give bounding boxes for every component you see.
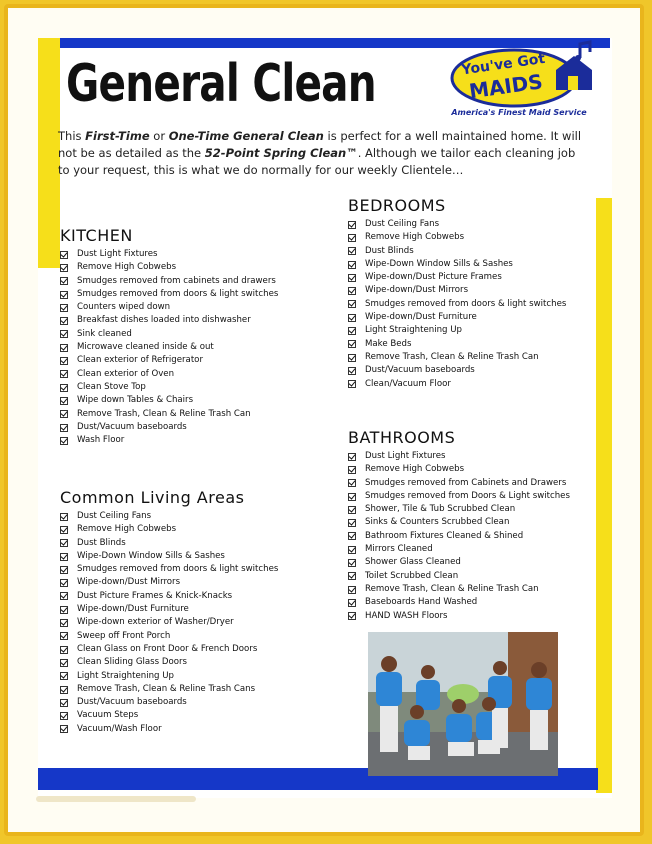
checklist-item-label: Dust Ceiling Fans	[77, 511, 152, 521]
checklist-item	[60, 563, 278, 576]
checklist-item	[60, 656, 278, 669]
checklist-item-label: Light Straightening Up	[77, 670, 174, 681]
checklist-item	[60, 301, 278, 314]
checkbox-checked-icon	[348, 572, 356, 580]
intro-paragraph: This First-Time or One-Time General Clean is perfect for a well maintained home. It will not be as detailed as the 52-Point Spring Clean™. Although we tailor each cleaning job to your request, this is what we do normally for our weekly Clientele…	[58, 129, 582, 177]
left-yellow-bar	[38, 38, 60, 268]
checklist-item	[348, 271, 566, 284]
checkbox-checked-icon	[60, 672, 68, 680]
bedrooms-list	[348, 218, 566, 391]
checkbox-checked-icon	[348, 380, 356, 388]
checkbox-checked-icon	[60, 264, 68, 272]
checkbox-checked-icon	[60, 291, 68, 299]
checklist-item	[348, 231, 566, 244]
checkbox-checked-icon	[348, 274, 356, 282]
checklist-item-label: Smudges removed from Doors & Light switches	[365, 490, 570, 501]
checklist-item-label: Vacuum/Wash Floor	[77, 723, 162, 734]
checkbox-checked-icon	[348, 453, 356, 461]
checklist-item	[348, 218, 566, 231]
checkbox-checked-icon	[60, 712, 68, 720]
checklist-item-label: Smudges removed from Cabinets and Drawers	[365, 477, 567, 488]
checklist-item-label: Clean Sliding Glass Doors	[77, 657, 187, 668]
checkbox-checked-icon	[348, 519, 356, 527]
right-yellow-bar	[596, 198, 612, 793]
checklist-item-label: Vacuum Steps	[77, 710, 139, 721]
checkbox-checked-icon	[60, 632, 68, 640]
checklist-item	[348, 596, 570, 609]
checkbox-checked-icon	[348, 327, 356, 335]
checkbox-checked-icon	[60, 424, 68, 432]
checklist-item	[348, 463, 570, 476]
checklist-item	[348, 450, 570, 463]
bathrooms-heading: BATHROOMS	[348, 428, 456, 447]
checklist-item-label: Remove Trash, Clean & Reline Trash Cans	[77, 683, 256, 694]
checklist-item	[60, 354, 278, 367]
living-heading: Common Living Areas	[60, 488, 245, 507]
checklist-item-label: Clean Stove Top	[77, 381, 146, 392]
checklist-item	[60, 630, 278, 643]
checklist-item-label: Remove Trash, Clean & Reline Trash Can	[77, 408, 251, 419]
checklist-item	[348, 311, 566, 324]
checklist-item-label: Remove Trash, Clean & Reline Trash Can	[365, 351, 539, 362]
checklist-item-label: Smudges removed from doors & light switches	[365, 298, 567, 309]
footer-smudge	[36, 796, 196, 802]
checkbox-checked-icon	[348, 599, 356, 607]
checklist-item	[348, 610, 570, 623]
checkbox-checked-icon	[60, 437, 68, 445]
checklist-item-label: Make Beds	[365, 338, 412, 349]
kitchen-heading: KITCHEN	[60, 226, 133, 245]
checklist-item	[60, 421, 278, 434]
living-list	[60, 510, 278, 736]
checklist-item	[348, 583, 570, 596]
checklist-item	[60, 275, 278, 288]
checkbox-checked-icon	[348, 261, 356, 269]
checklist-item-label: Sinks & Counters Scrubbed Clean	[365, 517, 510, 528]
checkbox-checked-icon	[348, 367, 356, 375]
checklist-item	[60, 603, 278, 616]
checklist-item-label: Clean Glass on Front Door & French Doors	[77, 643, 258, 654]
checklist-item-label: Wash Floor	[77, 435, 125, 446]
checklist-item	[348, 477, 570, 490]
checklist-item-label: Dust Light Fixtures	[77, 249, 158, 259]
page-title: General Clean	[66, 54, 376, 114]
checkbox-checked-icon	[60, 384, 68, 392]
logo-graphic	[444, 40, 604, 110]
checklist-item	[60, 550, 278, 563]
checklist-item-label: Dust/Vacuum baseboards	[77, 421, 187, 432]
checklist-item-label: Smudges removed from cabinets and drawers	[77, 275, 276, 286]
kitchen-list	[60, 248, 278, 447]
checkbox-checked-icon	[60, 539, 68, 547]
checkbox-checked-icon	[60, 526, 68, 534]
living-section	[60, 488, 278, 736]
checkbox-checked-icon	[348, 612, 356, 620]
checklist-item-label: Light Straightening Up	[365, 325, 462, 336]
checkbox-checked-icon	[60, 330, 68, 338]
checklist-item	[348, 338, 566, 351]
checkbox-checked-icon	[348, 300, 356, 308]
checkbox-checked-icon	[348, 586, 356, 594]
checklist-item	[60, 590, 278, 603]
checkbox-checked-icon	[60, 370, 68, 378]
checklist-item-label: Dust/Vacuum baseboards	[77, 697, 187, 708]
checklist-item	[348, 530, 570, 543]
checklist-item	[60, 288, 278, 301]
checklist-item-label: HAND WASH Floors	[365, 610, 448, 621]
checkbox-checked-icon	[60, 725, 68, 733]
checkbox-checked-icon	[348, 247, 356, 255]
checklist-item	[348, 258, 566, 271]
checklist-item-label: Wipe-Down Window Sills & Sashes	[365, 258, 513, 269]
checklist-item	[60, 368, 278, 381]
checklist-item	[60, 709, 278, 722]
checklist-item-label: Mirrors Cleaned	[365, 544, 433, 555]
checklist-item	[348, 516, 570, 529]
bathrooms-section	[348, 428, 570, 623]
checkbox-checked-icon	[60, 619, 68, 627]
checklist-item-label: Sweep off Front Porch	[77, 630, 171, 641]
checklist-item	[60, 696, 278, 709]
checkbox-checked-icon	[60, 606, 68, 614]
checklist-item	[60, 523, 278, 536]
checklist-item	[348, 324, 566, 337]
kitchen-section	[60, 226, 278, 447]
checklist-item	[60, 510, 278, 523]
checklist-item	[60, 616, 278, 629]
checkbox-checked-icon	[60, 304, 68, 312]
checklist-item-label: Wipe-down/Dust Mirrors	[365, 285, 469, 296]
svg-text:MAIDS: MAIDS	[467, 69, 545, 104]
checklist-item	[348, 378, 566, 391]
checkbox-checked-icon	[348, 532, 356, 540]
checklist-item-label: Bathroom Fixtures Cleaned & Shined	[365, 530, 524, 541]
checkbox-checked-icon	[348, 314, 356, 322]
checkbox-checked-icon	[348, 221, 356, 229]
checklist-item-label: Toilet Scrubbed Clean	[365, 570, 459, 581]
checkbox-checked-icon	[348, 340, 356, 348]
checklist-item-label: Dust Ceiling Fans	[365, 219, 440, 229]
checkbox-checked-icon	[348, 479, 356, 487]
checkbox-checked-icon	[60, 659, 68, 667]
checkbox-checked-icon	[348, 354, 356, 362]
checkbox-checked-icon	[348, 559, 356, 567]
checkbox-checked-icon	[60, 397, 68, 405]
checklist-item-label: Baseboards Hand Washed	[365, 597, 478, 608]
checklist-item-label: Shower, Tile & Tub Scrubbed Clean	[365, 504, 516, 515]
checklist-item-label: Wipe-down exterior of Washer/Dryer	[77, 617, 234, 628]
checklist-item-label: Remove High Cobwebs	[77, 262, 177, 273]
checklist-item	[60, 381, 278, 394]
checklist-item	[60, 537, 278, 550]
checklist-item	[60, 261, 278, 274]
checklist-item-label: Smudges removed from doors & light switches	[77, 288, 279, 299]
checklist-item	[60, 643, 278, 656]
checklist-item	[60, 576, 278, 589]
checklist-item	[348, 556, 570, 569]
logo-tagline: America's Finest Maid Service	[451, 108, 587, 117]
checklist-item	[60, 670, 278, 683]
bedrooms-section	[348, 196, 566, 391]
checklist-item-label: Wipe-down/Dust Furniture	[365, 312, 477, 323]
checklist-item-label: Dust Blinds	[365, 245, 414, 256]
checklist-item-label: Remove High Cobwebs	[365, 464, 465, 475]
checklist-item	[348, 298, 566, 311]
checklist-item-label: Wipe-Down Window Sills & Sashes	[77, 550, 225, 561]
checklist-item-label: Shower Glass Cleaned	[365, 557, 461, 568]
checkbox-checked-icon	[60, 277, 68, 285]
checklist-item	[348, 503, 570, 516]
team-photo	[368, 632, 558, 776]
checklist-item	[348, 245, 566, 258]
checklist-item	[348, 364, 566, 377]
checkbox-checked-icon	[348, 493, 356, 501]
checkbox-checked-icon	[60, 699, 68, 707]
checklist-item-label: Dust Light Fixtures	[365, 451, 446, 461]
team-photo-image	[368, 632, 558, 776]
checklist-item-label: Dust Blinds	[77, 537, 126, 548]
company-logo	[444, 40, 604, 124]
checkbox-checked-icon	[60, 566, 68, 574]
checklist-item	[60, 394, 278, 407]
checkbox-checked-icon	[60, 513, 68, 521]
checklist-item-label: Clean exterior of Refrigerator	[77, 355, 203, 366]
checklist-item-label: Clean/Vacuum Floor	[365, 378, 451, 389]
checkbox-checked-icon	[60, 317, 68, 325]
checklist-item-label: Wipe-down/Dust Picture Frames	[365, 272, 502, 283]
checklist-item	[60, 723, 278, 736]
checklist-item	[60, 314, 278, 327]
checkbox-checked-icon	[60, 592, 68, 600]
checklist-item-label: Remove High Cobwebs	[77, 524, 177, 535]
checklist-item-label: Dust/Vacuum baseboards	[365, 365, 475, 376]
checkbox-checked-icon	[60, 251, 68, 259]
checklist-item	[348, 284, 566, 297]
checklist-item	[60, 434, 278, 447]
checkbox-checked-icon	[348, 546, 356, 554]
bedrooms-heading: BEDROOMS	[348, 196, 446, 215]
checkbox-checked-icon	[60, 579, 68, 587]
checklist-item	[348, 351, 566, 364]
checkbox-checked-icon	[348, 466, 356, 474]
checklist-item	[60, 341, 278, 354]
checklist-item-label: Dust Picture Frames & Knick-Knacks	[77, 590, 233, 601]
checklist-item-label: Microwave cleaned inside & out	[77, 342, 214, 353]
checklist-item-label: Clean exterior of Oven	[77, 368, 175, 379]
checklist-item-label: Wipe-down/Dust Mirrors	[77, 577, 181, 588]
checklist-item-label: Wipe down Tables & Chairs	[77, 395, 194, 406]
checkbox-checked-icon	[60, 553, 68, 561]
checklist-item	[60, 248, 278, 261]
checklist-item-label: Wipe-down/Dust Furniture	[77, 604, 189, 615]
svg-text:You've Got: You've Got	[460, 50, 547, 79]
checkbox-checked-icon	[60, 357, 68, 365]
checklist-item	[60, 408, 278, 421]
checkbox-checked-icon	[60, 410, 68, 418]
checkbox-checked-icon	[60, 646, 68, 654]
flyer-page	[38, 38, 612, 798]
checklist-item-label: Breakfast dishes loaded into dishwasher	[77, 315, 251, 326]
checklist-item-label: Sink cleaned	[77, 328, 132, 339]
checklist-item-label: Smudges removed from doors & light switches	[77, 564, 279, 575]
checklist-item-label: Remove High Cobwebs	[365, 232, 465, 243]
checklist-item	[348, 570, 570, 583]
checkbox-checked-icon	[348, 287, 356, 295]
checkbox-checked-icon	[348, 506, 356, 514]
checkbox-checked-icon	[60, 686, 68, 694]
checkbox-checked-icon	[60, 344, 68, 352]
checklist-item-label: Remove Trash, Clean & Reline Trash Can	[365, 583, 539, 594]
checklist-item	[60, 328, 278, 341]
checklist-item	[348, 490, 570, 503]
checklist-item	[348, 543, 570, 556]
checklist-item	[60, 683, 278, 696]
bathrooms-list	[348, 450, 570, 623]
checkbox-checked-icon	[348, 234, 356, 242]
checklist-item-label: Counters wiped down	[77, 302, 171, 313]
